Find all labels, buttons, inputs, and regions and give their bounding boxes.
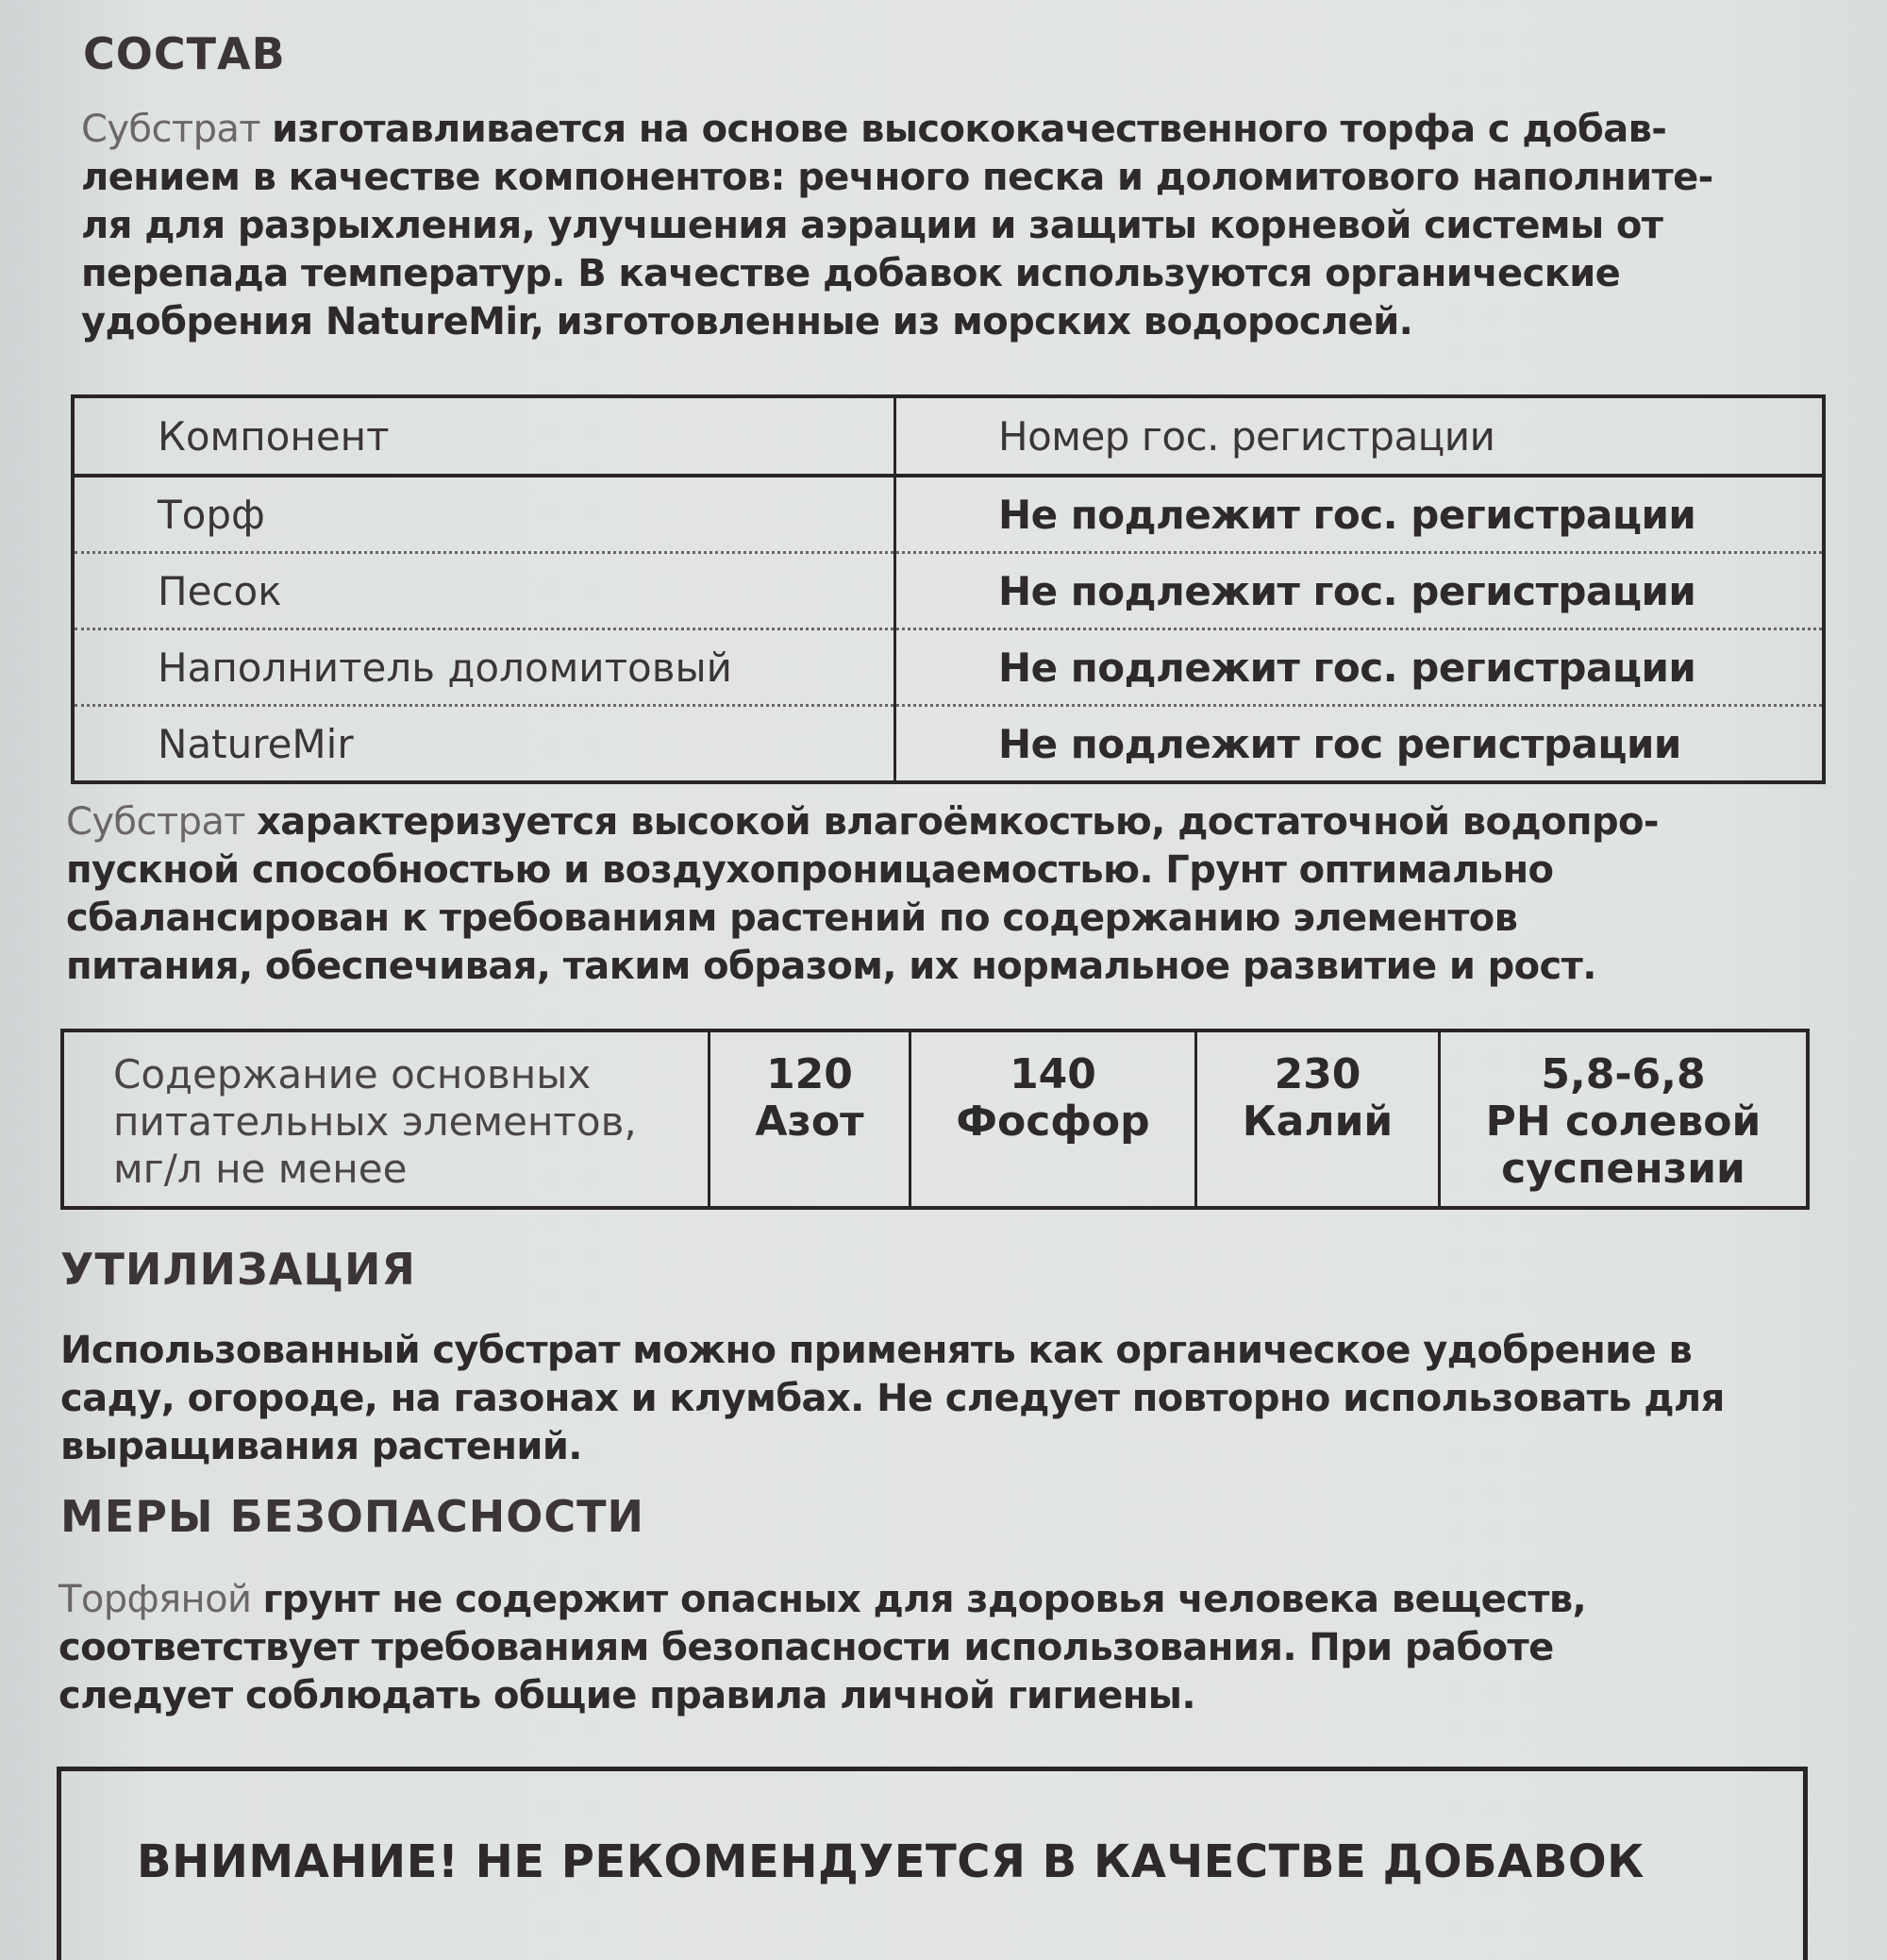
nitrogen-cell (710, 1030, 910, 1208)
table-header-row (73, 396, 1824, 476)
text-line: перепада температур. В качестве добавок используются органические (81, 252, 1621, 295)
properties-text (66, 798, 1659, 991)
text-line: выращивания растений. (60, 1425, 582, 1468)
registration-status: Не подлежит гос. регистрации (895, 553, 1825, 629)
registration-status: Не подлежит гос. регистрации (895, 476, 1825, 553)
nutrients-label: Содержание основных питательных элементов, мг/л не менее (62, 1030, 710, 1208)
text-line: Субстрат характеризуется высокой влагоёмкостью, достаточной водопро- (66, 800, 1659, 844)
components-table (71, 394, 1826, 784)
ph-value: 5,8-6,8 (1541, 1050, 1706, 1098)
component-name: Торф (73, 476, 895, 553)
registration-status: Не подлежит гос. регистрации (895, 629, 1825, 706)
table-row (62, 1030, 1808, 1208)
component-name: Наполнитель доломитовый (73, 629, 895, 706)
header-component: Компонент (73, 396, 895, 476)
ph-label-2: суспензии (1501, 1145, 1745, 1193)
text-line-rest: изготавливается на основе высококачественного торфа с добав- (272, 108, 1667, 151)
composition-intro (81, 106, 1713, 346)
text-line: следует соблюдать общие правила личной гигиены. (58, 1674, 1195, 1717)
warning-box (57, 1767, 1808, 1960)
text-line: Использованный субстрат можно применять как органическое удобрение в (60, 1329, 1693, 1372)
warning-text: ВНИМАНИЕ! НЕ РЕКОМЕНДУЕТСЯ В КАЧЕСТВЕ ДОБАВОК (137, 1835, 1645, 1888)
text-line: сбалансирован к требованиям растений по содержанию элементов (66, 896, 1518, 940)
component-name: Песок (73, 553, 895, 629)
safety-text (58, 1576, 1586, 1720)
table-row (73, 629, 1824, 706)
disposal-text (60, 1327, 1725, 1471)
text-line: удобрения NatureMir, изготовленные из морских водорослей. (81, 300, 1413, 343)
header-registration: Номер гос. регистрации (895, 396, 1825, 476)
text-line: пускной способностью и воздухопроницаемостью. Грунт оптимально (66, 848, 1554, 892)
text-line-rest: характеризуется высокой влагоёмкостью, достаточной водопро- (257, 800, 1659, 844)
text-line: Субстрат изготавливается на основе высококачественного торфа с добав- (81, 108, 1667, 151)
potassium-cell (1196, 1030, 1440, 1208)
text-line: ля для разрыхления, улучшения аэрации и защиты корневой системы от (81, 204, 1663, 247)
nitrogen-label: Азот (755, 1097, 864, 1146)
component-name: NatureMir (73, 706, 895, 783)
nitrogen-value: 120 (766, 1050, 853, 1098)
safety-heading: МЕРЫ БЕЗОПАСНОСТИ (60, 1491, 644, 1542)
table-row (73, 706, 1824, 783)
composition-heading: СОСТАВ (83, 28, 286, 79)
table-row (73, 553, 1824, 629)
ph-label: PH солевой (1485, 1097, 1762, 1146)
table-row (73, 476, 1824, 553)
text-line: саду, огороде, на газонах и клумбах. Не следует повторно использовать для (60, 1377, 1725, 1420)
nutrients-table (60, 1029, 1810, 1210)
text-line: Торфяной грунт не содержит опасных для здоровья человека веществ, (58, 1578, 1587, 1621)
text-line: питания, обеспечивая, таким образом, их нормальное развитие и рост. (66, 945, 1596, 988)
text-line-rest: грунт не содержит опасных для здоровья человека веществ, (262, 1578, 1587, 1621)
text-line: лением в качестве компонентов: речного песка и доломитового наполните- (81, 156, 1713, 199)
phosphorus-value: 140 (1010, 1050, 1096, 1098)
registration-status: Не подлежит гос регистрации (998, 720, 1681, 767)
text-line: соответствует требованиям безопасности использования. При работе (58, 1626, 1554, 1669)
potassium-value: 230 (1274, 1050, 1361, 1098)
ph-cell (1440, 1030, 1809, 1208)
cropped-text-line (104, 0, 1802, 11)
potassium-label: Калий (1242, 1097, 1394, 1146)
phosphorus-cell (910, 1030, 1196, 1208)
phosphorus-label: Фосфор (956, 1097, 1150, 1146)
disposal-heading: УТИЛИЗАЦИЯ (60, 1244, 416, 1295)
